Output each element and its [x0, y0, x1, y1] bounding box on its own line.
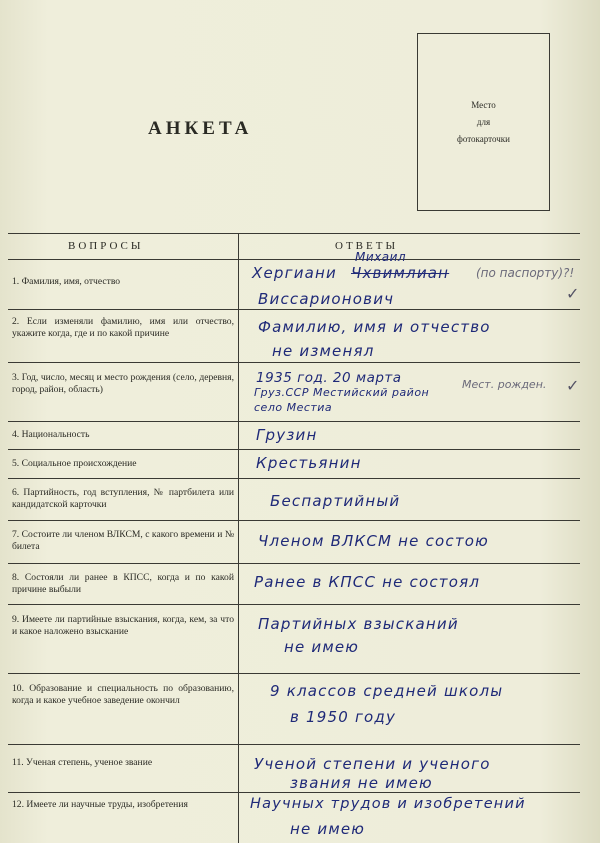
questions-header: ВОПРОСЫ: [68, 240, 144, 252]
check-mark-3: ✓: [566, 378, 580, 395]
answer-1-inserted-name: Михаил: [355, 250, 407, 264]
question-4: 4. Национальность: [12, 429, 90, 440]
answer-12-line-1: Научных трудов и изобретений: [250, 796, 526, 812]
photo-placeholder: [417, 33, 550, 211]
answer-3-line-2: Груз.ССР Местийский район: [254, 386, 430, 399]
question-1: 1. Фамилия, имя, отчество: [12, 276, 121, 287]
answer-11-line-2: звания не имею: [290, 774, 433, 792]
answer-2-line-1: Фамилию, имя и отчество: [258, 318, 491, 336]
answer-1-struck-name: Чхвимлиан: [350, 264, 450, 282]
question-6: 6. Партийность, год вступления, № партбилета или кандидатской карточки: [12, 487, 234, 510]
answer-12-line-2: не имею: [290, 820, 366, 838]
row-divider-9: [8, 673, 580, 674]
photo-label-3: фотокарточки: [457, 133, 510, 144]
answer-1-pencil-note: (по паспорту)?!: [476, 266, 575, 280]
answer-3-pencil-note: Мест. рожден.: [462, 378, 547, 391]
answer-10-line-1: 9 классов средней школы: [270, 682, 504, 700]
check-mark-1: ✓: [566, 286, 580, 303]
answer-4: Грузин: [256, 426, 318, 444]
answer-5: Крестьянин: [256, 454, 362, 472]
question-5: 5. Социальное происхождение: [12, 458, 137, 469]
question-3: 3. Год, число, месяц и место рождения (село, деревня, город, район, область): [12, 372, 234, 395]
question-10: 10. Образование и специальность по образованию, когда и какое учебное заведение окончил: [12, 683, 234, 706]
question-2: 2. Если изменяли фамилию, имя или отчество, укажите когда, где и по какой причине: [12, 316, 234, 339]
row-divider-2: [8, 362, 580, 363]
answer-9-line-2: не имею: [284, 638, 360, 656]
answers-header: ОТВЕТЫ: [335, 240, 399, 252]
row-divider-3: [8, 421, 580, 422]
row-divider-6: [8, 520, 580, 521]
photo-label-2: для: [476, 116, 491, 127]
answer-1-surname: Хергиани: [252, 264, 338, 282]
table-column-divider: [238, 233, 239, 843]
table-top-border: [8, 233, 580, 234]
row-divider-8: [8, 604, 580, 605]
answer-8: Ранее в КПСС не состоял: [254, 573, 481, 591]
photo-label-1: Место: [471, 99, 496, 110]
row-divider-1: [8, 309, 580, 310]
row-divider-10: [8, 744, 580, 745]
question-12: 12. Имеете ли научные труды, изобретения: [12, 799, 188, 810]
answer-10-line-2: в 1950 году: [290, 708, 397, 726]
answer-7: Членом ВЛКСМ не состою: [258, 532, 489, 550]
row-divider-4: [8, 449, 580, 450]
question-7: 7. Состоите ли членом ВЛКСМ, с какого времени и № билета: [12, 529, 234, 552]
answer-1-line-2: Виссарионович: [258, 290, 395, 308]
row-divider-5: [8, 478, 580, 479]
answer-2-line-2: не изменял: [272, 342, 375, 360]
page-title: АНКЕТА: [148, 118, 253, 139]
question-8: 8. Состояли ли ранее в КПСС, когда и по какой причине выбыли: [12, 572, 234, 595]
answer-11-line-1: Ученой степени и ученого: [254, 755, 491, 773]
question-9: 9. Имеете ли партийные взыскания, когда, кем, за что и какое наложено взыскание: [12, 614, 234, 637]
row-divider-11: [8, 792, 580, 793]
question-11: 11. Ученая степень, ученое звание: [12, 757, 153, 768]
answer-9-line-1: Партийных взысканий: [258, 615, 459, 633]
answer-3-line-1: 1935 год. 20 марта: [256, 370, 402, 386]
answer-6: Беспартийный: [270, 492, 401, 510]
answer-3-line-3: село Местиа: [254, 401, 333, 414]
row-divider-7: [8, 563, 580, 564]
